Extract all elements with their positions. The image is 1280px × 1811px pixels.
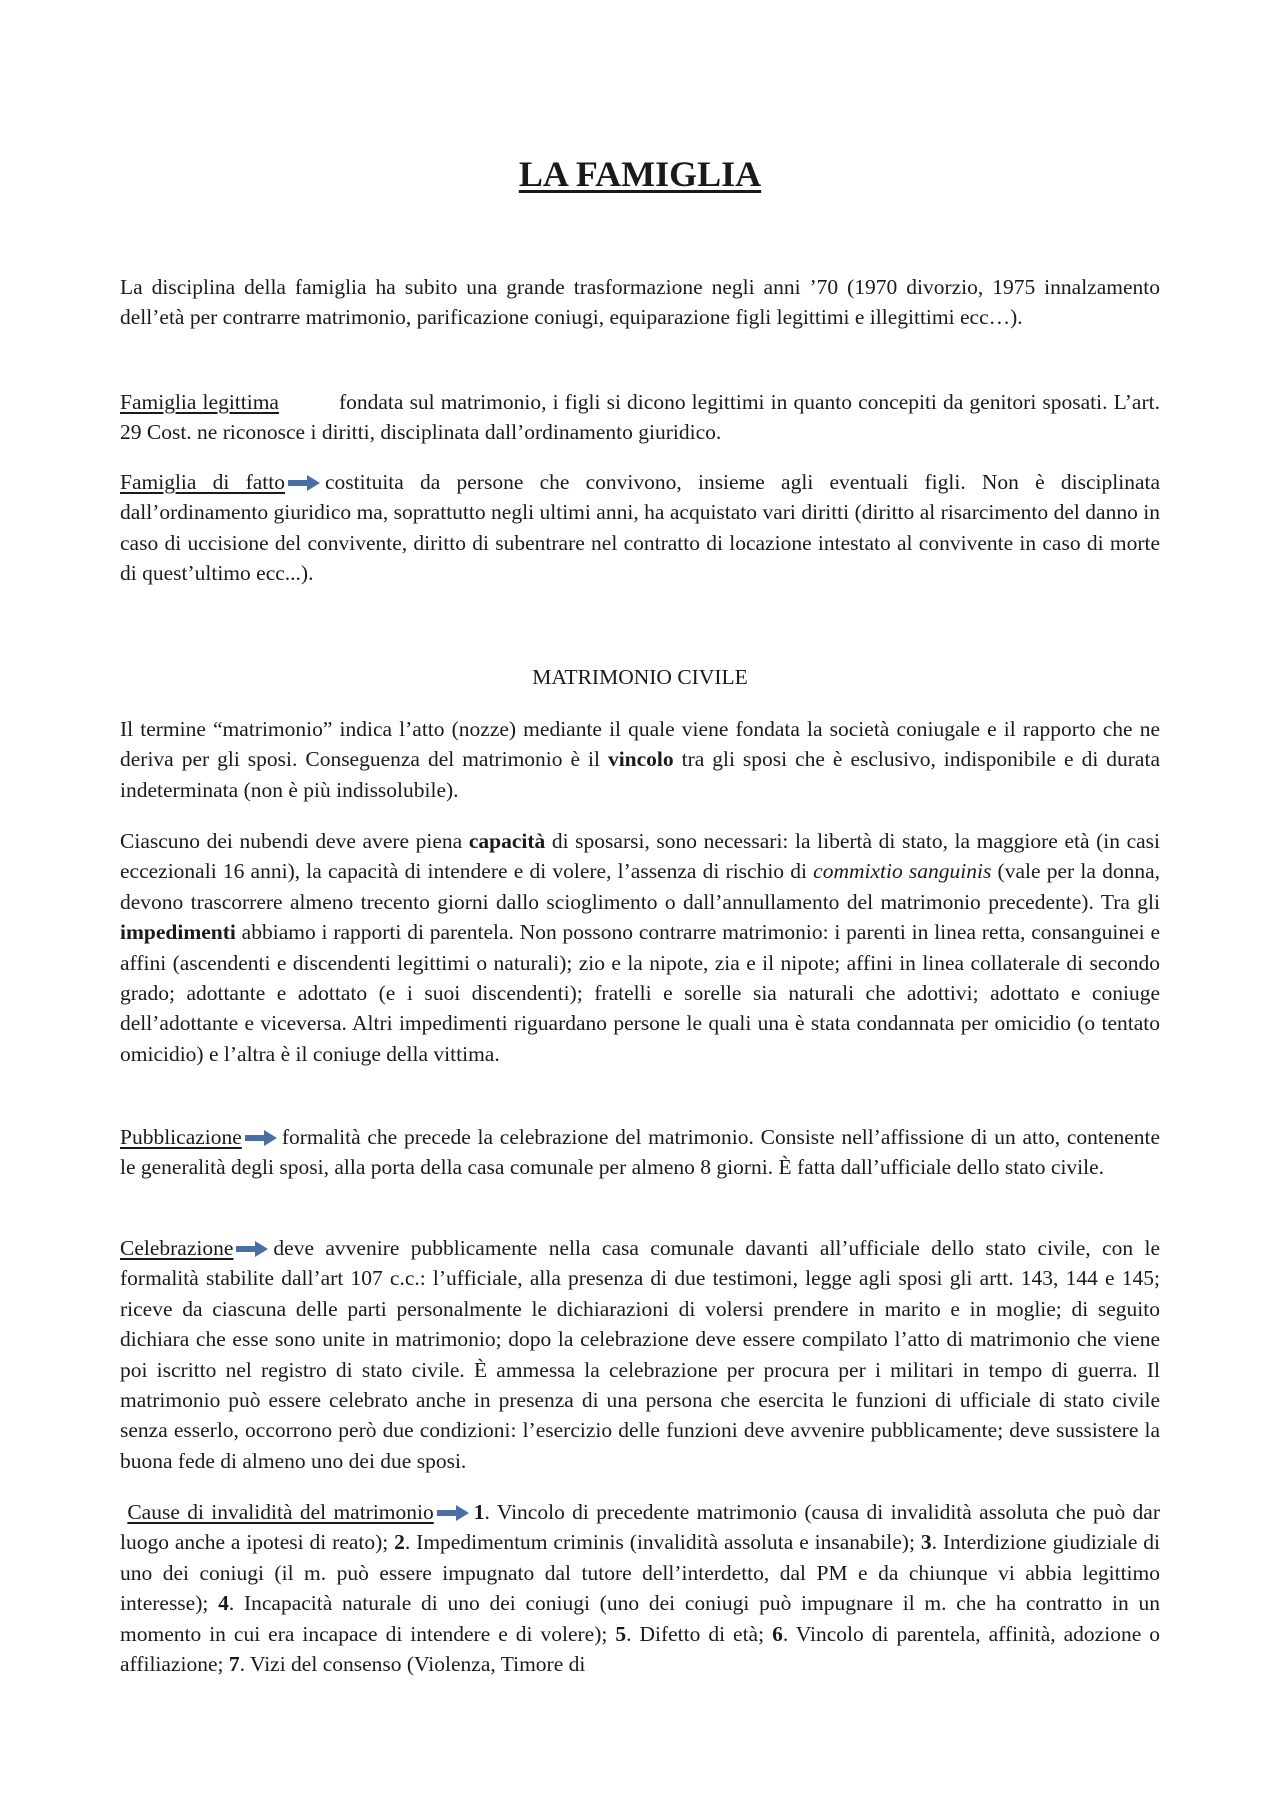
text-run: abbiamo i rapporti di parentela. Non possono contrarre matrimonio: i parenti in linea retta, consanguinei e affini (ascendenti e discendenti legittimi o naturali); zio e la nipote, zia e il nipote; affini in linea collaterale di secondo grado; adottante e adottato (e i suoi discendenti); fratelli e sorelle sia naturali che adottivi; adottato e coniuge dell’adottante e viceversa. Altri impedimenti riguardano persone le quali una è stata condannata per omicidio (o tentato omicidio) e l’altra è il coniuge della vittima.	[120, 920, 1160, 1066]
cause-invalidita-term: Cause di invalidità del matrimonio	[127, 1500, 434, 1524]
celebrazione-term: Celebrazione	[120, 1236, 234, 1260]
famiglia-legittima-text: fondata sul matrimonio, i figli si dicono legittimi in quanto concepiti da genitori sposati. L’art. 29 Cost. ne riconosce i diritti, disciplinata dall’ordinamento giuridico.	[120, 390, 1160, 445]
pubblicazione-term: Pubblicazione	[120, 1125, 242, 1149]
italic-term: commixtio sanguinis	[813, 859, 992, 884]
bold-term-impedimenti: impedimenti	[120, 920, 236, 945]
famiglia-fatto-term: Famiglia di fatto	[120, 470, 285, 494]
text-run: . Incapacità naturale di uno dei coniugi (uno dei coniugi può impugnare il m. che ha contratto in un momento in cui era incapace di intendere e di volere);	[120, 1591, 1160, 1646]
pubblicazione-paragraph	[120, 1122, 1160, 1183]
text-run: Il termine “matrimonio” indica l’atto (nozze) mediante il quale viene fondata la società coniugale e il rapporto che ne deriva per gli sposi. Conseguenza del matrimonio è il	[120, 717, 1160, 772]
bold-term-capacita: capacità	[468, 829, 546, 853]
text-run: . Vizi del consenso (Violenza, Timore di	[239, 1652, 586, 1677]
celebrazione-paragraph	[120, 1233, 1160, 1476]
famiglia-fatto-paragraph	[120, 467, 1160, 589]
item-number: 1	[473, 1500, 485, 1524]
item-number: 4	[218, 1591, 229, 1616]
text-run: . Vincolo di parentela, affinità, adozione o affiliazione;	[120, 1621, 1160, 1677]
item-number: 6	[772, 1621, 783, 1646]
text-run: tra gli sposi che è esclusivo, indisponibile e di durata indeterminata (non è più indissolubile).	[120, 747, 1160, 802]
text-run: di sposarsi, sono necessari: la libertà di stato, la maggiore età (in casi eccezionali 16 anni), la capacità di intendere e di volere, l’assenza di rischio di	[120, 829, 1161, 884]
cause-invalidita-paragraph	[120, 1497, 1160, 1679]
right-arrow-icon	[287, 474, 321, 492]
text-run: Ciascuno dei nubendi deve avere piena	[120, 829, 469, 853]
text-run: . Difetto di età;	[626, 1621, 773, 1646]
intro-paragraph: La disciplina della famiglia ha subito una grande trasformazione negli anni ’70 (1970 divorzio, 1975 innalzamento dell’età per contrarre matrimonio, parificazione coniugi, equiparazione figli legittimi e illegittimi ecc…).	[120, 275, 1160, 330]
section-title: MATRIMONIO CIVILE	[532, 665, 748, 689]
page-title: LA FAMIGLIA	[518, 154, 762, 194]
item-number: 2	[394, 1530, 405, 1555]
text-run: . Interdizione giudiziale di uno dei coniugi (il m. può essere impugnato dal tutore dell’interdetto, dal PM e da chiunque vi abbia legittimo interesse);	[120, 1530, 1160, 1616]
item-number: 3	[920, 1530, 932, 1555]
right-arrow-icon	[244, 1129, 278, 1147]
right-arrow-icon	[235, 1240, 269, 1258]
famiglia-legittima-paragraph	[120, 387, 1160, 448]
item-number: 7	[228, 1652, 240, 1677]
celebrazione-text: deve avvenire pubblicamente nella casa comunale davanti all’ufficiale dello stato civile, con le formalità stabilite dall’art 107 c.c.: l’ufficiale, alla presenza di due testimoni, legge agli sposi gli artt. 143, 144 e 145; riceve da ciascuna delle parti personalmente le dichiarazioni di volersi prendere in marito e in moglie; di seguito dichiara che esse sono unite in matrimonio; dopo la celebrazione deve essere compilato l’atto di matrimonio che viene poi iscritto nel registro di stato civile. È ammessa la celebrazione per procura per i militari in tempo di guerra. Il matrimonio può essere celebrato anche in presenza di una persona che esercita le funzioni di ufficiale di stato civile senza esserlo, occorrono però due condizioni: l’esercizio delle funzioni deve avvenire pubblicamente; deve sussistere la buona fede di almeno uno dei due sposi.	[120, 1236, 1160, 1473]
pubblicazione-text: formalità che precede la celebrazione del matrimonio. Consiste nell’affissione di un atto, contenente le generalità degli sposi, alla porta della casa comunale per almeno 8 giorni. È fatta dall’ufficiale dello stato civile.	[120, 1125, 1160, 1180]
matrimonio-termine-paragraph	[120, 714, 1160, 805]
text-run: . Vincolo di precedente matrimonio (causa di invalidità assoluta che può dar luogo anche a ipotesi di reato);	[120, 1500, 1160, 1555]
text-run: . Impedimentum criminis (invalidità assoluta e insanabile);	[404, 1530, 921, 1555]
bold-term-vincolo: vincolo	[607, 747, 674, 772]
item-number: 5	[615, 1621, 627, 1646]
famiglia-legittima-term: Famiglia legittima	[120, 390, 279, 414]
famiglia-fatto-text: costituita da persone che convivono, insieme agli eventuali figli. Non è disciplinata dall’ordinamento giuridico ma, soprattutto negli ultimi anni, ha acquistato vari diritti (diritto al risarcimento del danno in caso di uccisione del convivente, diritto di subentrare nel contratto di locazione intestato al convivente in caso di morte di quest’ultimo ecc...).	[120, 470, 1161, 586]
right-arrow-icon	[436, 1504, 470, 1522]
text-run: (vale per la donna, devono trascorrere almeno trecento giorni dallo scioglimento o dall’annullamento del matrimonio precedente). Tra gli	[120, 859, 1160, 914]
capacita-paragraph	[120, 826, 1160, 1069]
